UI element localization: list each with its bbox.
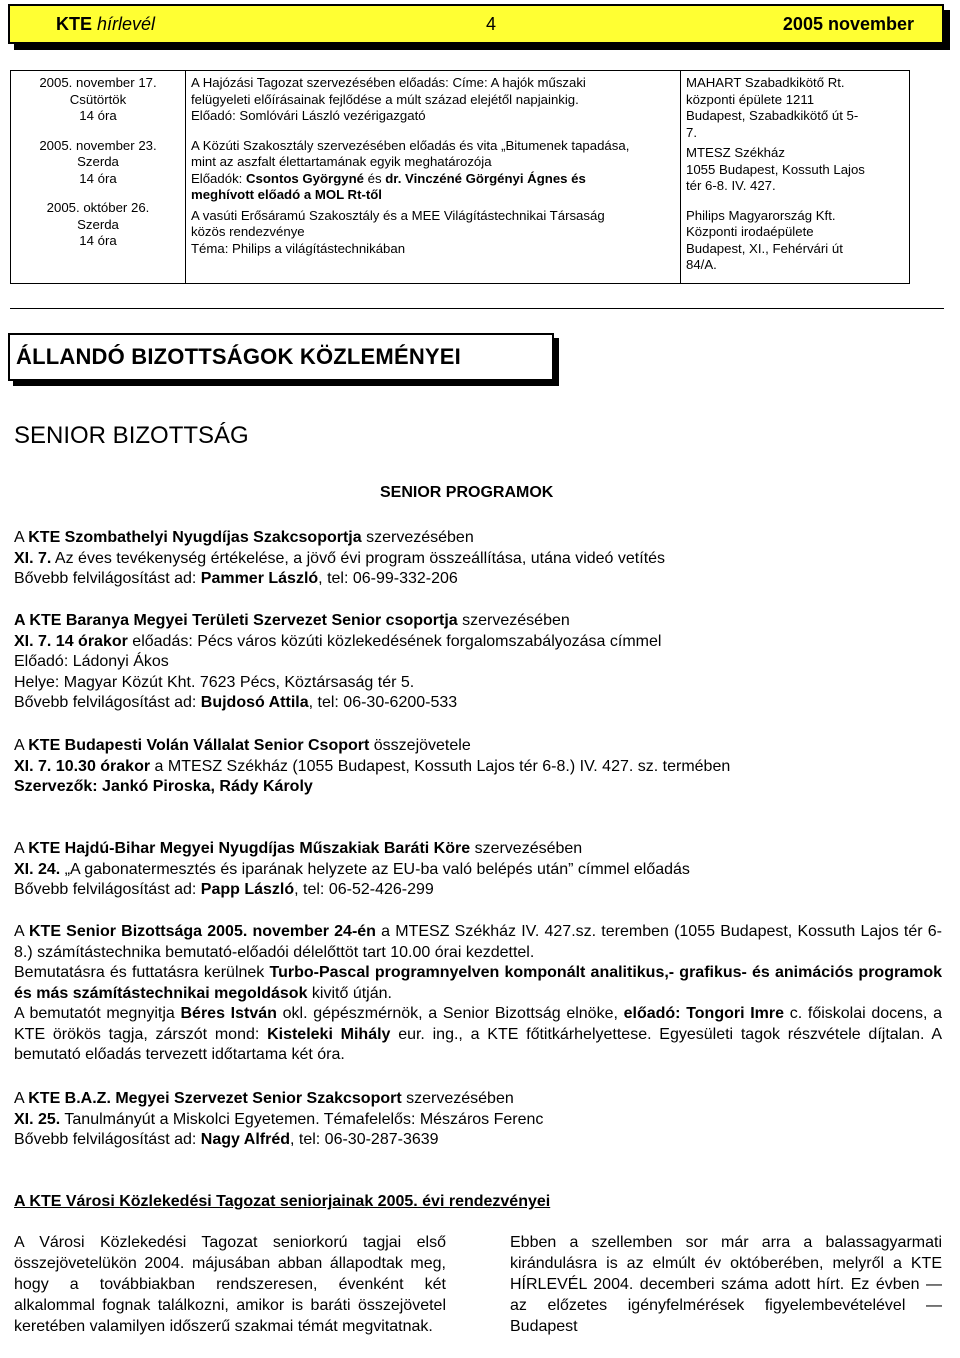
section-title-box [8, 333, 554, 381]
event-venue: MTESZ Székház 1055 Budapest, Kossuth Lajos tér 6-8. IV. 427. [686, 145, 865, 193]
programs-title: SENIOR PROGRAMOK [380, 484, 554, 501]
section-title: ÁLLANDÓ BIZOTTSÁGOK KÖZLEMÉNYEI [16, 344, 461, 369]
event-venue: Philips Magyarország Kft. Központi irodaépülete Budapest, XI., Fehérvári út 84/A. [686, 207, 843, 272]
event-descriptions-cell [186, 71, 681, 284]
newsletter-header [8, 4, 944, 44]
varosi-heading: A KTE Városi Közlekedési Tagozat seniorjainak 2005. évi rendezvényei [14, 1193, 551, 1210]
program-hajdu-bihar: A KTE Hajdú-Bihar Megyei Nyugdíjas Műszakiak Baráti Köre szervezésében XI. 24. „A gabonatermesztés és iparának helyzete az EU-ba való belépés után” címmel előadás Bővebb felvilágosítást ad: Papp László, tel: 06-52-426-299 [14, 840, 690, 898]
table-row [11, 71, 910, 284]
events-table [10, 70, 910, 284]
event-venues-cell [681, 71, 910, 284]
program-senior-committee: A KTE Senior Bizottsága 2005. november 24-én a MTESZ Székház IV. 427.sz. teremben (1055 Budapest, Kossuth Lajos tér 6-8.) számítástechnika bemutató-előadói délelőttöt tart 10.00 órai kezdettel. Bemutatásra és futtatásra kerülnek Turbo-Pascal programnyelven komponált analitikus,- grafikus- és animációs programok és más számítástechnikai megoldások kivitő útján. A bemutatót megnyitja Béres István okl. gépészmérnök, a Senior Bizottság elnöke, előadó: Tongori Imre c. főiskolai docens, a KTE örökös tagja, zárszót mond: Kisteleki Mihály eur. ing., a KTE főtitkárhelyettese. Egyesületi tagok részvétele díjtalan. A bemutató előadás tervezett időtartama két óra. [14, 923, 943, 1063]
program-szombathely: A KTE Szombathelyi Nyugdíjas Szakcsoportja szervezésében XI. 7. Az éves tevékenység értékelése, a jövő évi program összeállítása, utána videó vetítés Bővebb felvilágosítást ad: Pammer László, tel: 06-99-332-206 [14, 529, 666, 587]
varosi-column-right: Ebben a szellemben sor már arra a balassagyarmati kirándulásra is az elmúlt év októberében, melyről a KTE HÍRLEVÉL 2004. decemberi száma adott hírt. Ez évben — az előzetes igényfelmérések figyelembevételével — Budapest [510, 1234, 942, 1335]
committee-title: SENIOR BIZOTTSÁG [14, 422, 249, 449]
horizontal-divider [10, 308, 944, 309]
event-description: A vasúti Erősáramú Szakosztály és a MEE Világítástechnikai Társaság közös rendezvénye Téma: Philips a világítástechnikában [191, 207, 605, 256]
event-dates-cell [11, 71, 186, 284]
program-volan: A KTE Budapesti Volán Vállalat Senior Csoport összejövetele XI. 7. 10.30 órakor a MTESZ Székház (1055 Budapest, Kossuth Lajos tér 6-8.) IV. 427. sz. termében Szervezők: Jankó Piroska, Rády Károly [14, 737, 731, 795]
program-baranya: A KTE Baranya Megyei Területi Szervezet Senior csoportja szervezésében XI. 7. 14 órakor előadás: Pécs város közúti közlekedésének forgalomszabályozása címmel Előadó: Ládonyi Ákos Helye: Magyar Közút Kht. 7623 Pécs, Köztársaság tér 5. Bővebb felvilágosítást ad: Bujdosó Attila, tel: 06-30-6200-533 [14, 612, 662, 711]
event-date: 2005. november 23. Szerda 14 óra [39, 137, 157, 186]
varosi-column-left: A Városi Közlekedési Tagozat seniorkorú tagjai első összejövetelükön 2004. májusában abban állapodtak meg, hogy a továbbiakban rendszeresen, évenként két alkalommal fognak találkozni, amikor is baráti összejövetel keretében valamilyen időszerű szakmai témát megvitatnak. [14, 1234, 446, 1335]
event-description: A Közúti Szakosztály szervezésében előadás és vita „Bitumenek tapadása, mint az aszfalt élettartamának egyik meghatározója Előadók: Csontos Györgyné és dr. Vinczéné Görgényi Ágnes és meghívott előadó a MOL Rt-től [191, 137, 630, 202]
newsletter-brand: KTE hírlevél [56, 14, 156, 34]
program-baz: A KTE B.A.Z. Megyei Szervezet Senior Szakcsoport szervezésében XI. 25. Tanulmányút a Miskolci Egyetemen. Témafelelős: Mészáros Ferenc Bővebb felvilágosítást ad: Nagy Alfréd, tel: 06-30-287-3639 [14, 1090, 544, 1148]
event-date: 2005. november 17. Csütörtök 14 óra [39, 75, 157, 123]
event-description: A Hajózási Tagozat szervezésében előadás: Címe: A hajók műszaki felügyeleti előírásainak fejlődése a múlt század elejétől napjainkig. Előadó: Somlóvári László vezérigazgató [191, 75, 586, 123]
event-venue: MAHART Szabadkikötő Rt. központi épülete 1211 Budapest, Szabadkikötő út 5- 7. [686, 75, 859, 140]
page-number: 4 [486, 14, 497, 34]
issue-date: 2005 november [782, 14, 914, 34]
event-date: 2005. október 26. Szerda 14 óra [46, 200, 150, 248]
